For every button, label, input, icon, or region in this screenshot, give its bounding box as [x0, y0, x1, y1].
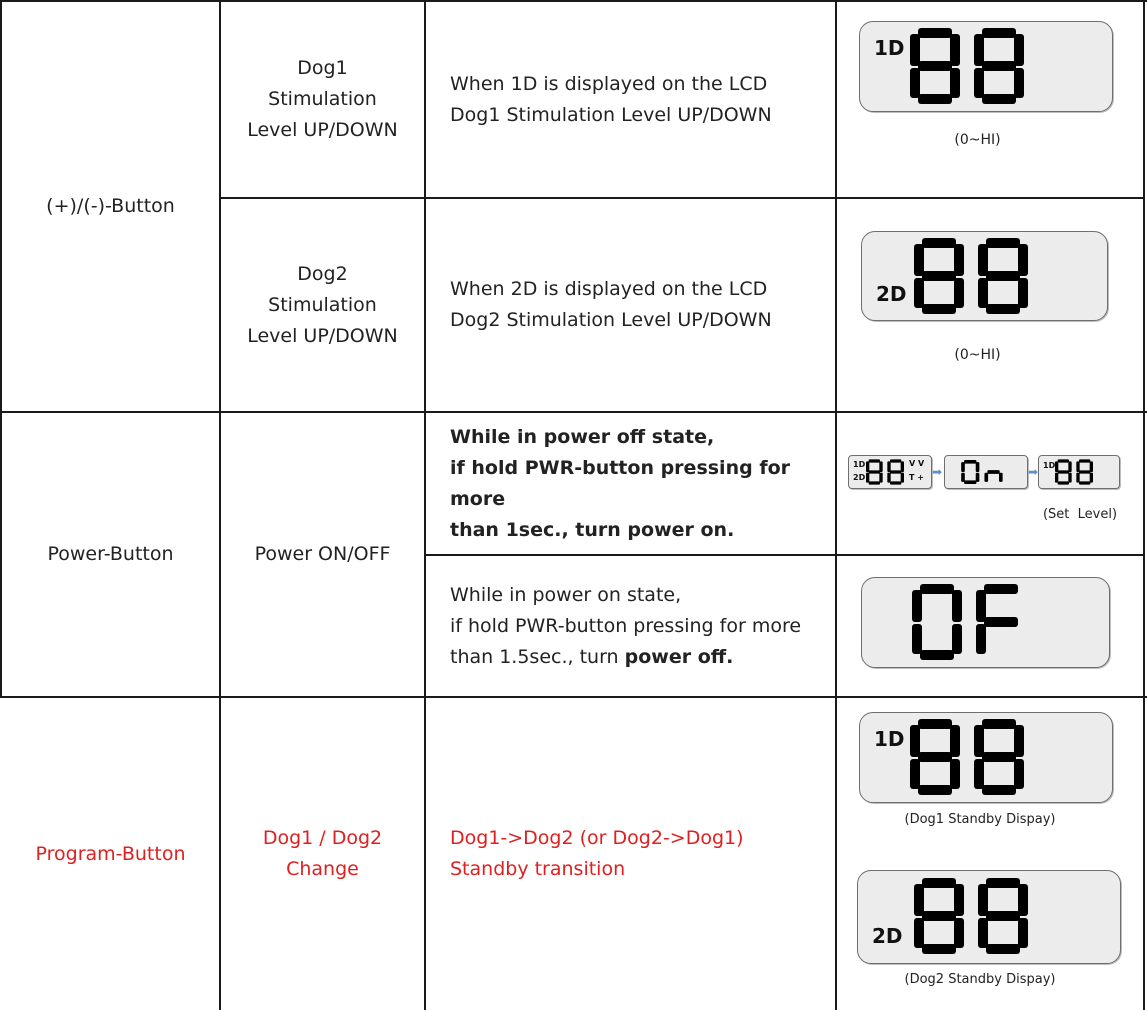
- segment-b: [1090, 461, 1093, 472]
- lcd-tag: 2D: [876, 282, 907, 306]
- segment-a: [964, 460, 976, 464]
- segment-a: [982, 28, 1016, 38]
- function-label: Dog2 Stimulation Level UP/DOWN: [247, 262, 398, 347]
- segment-f: [978, 244, 988, 276]
- function-label: Dog1 / Dog2 Change: [262, 827, 383, 880]
- segment-e: [866, 473, 869, 483]
- segment-g: [984, 617, 1018, 627]
- segment-c: [950, 68, 960, 98]
- segment-a: [986, 238, 1020, 248]
- segment-d: [922, 304, 956, 314]
- segment-e: [914, 918, 924, 948]
- desc-line: if hold PWR-button pressing for more: [450, 614, 802, 637]
- description-text: When 2D is displayed on the LCD Dog2 Stimulation Level UP/DOWN: [450, 278, 772, 331]
- segment-e: [887, 473, 890, 483]
- lcd-standby-mini: [848, 455, 932, 489]
- segment-g: [922, 911, 956, 921]
- segment-b: [1014, 725, 1024, 757]
- segment-d: [918, 785, 952, 795]
- segment-b: [954, 884, 964, 916]
- lcd-display-off: [861, 577, 1110, 668]
- segment-e: [1076, 473, 1079, 483]
- lcd-display-1d: [859, 21, 1113, 112]
- segment-g: [869, 470, 880, 473]
- segment-d: [964, 480, 976, 484]
- segment-e: [978, 278, 988, 308]
- button-label: Power-Button: [47, 543, 174, 565]
- segment-f: [961, 462, 965, 472]
- lcd-on-mini: [944, 455, 1028, 489]
- desc-dog1-level: [450, 2, 835, 197]
- segment-f: [914, 884, 924, 916]
- desc-line: if hold PWR-button pressing for more: [450, 456, 791, 510]
- lcd-tag: 1D: [874, 727, 905, 751]
- segment-d: [982, 785, 1016, 795]
- segment-b: [1018, 244, 1028, 276]
- segment-c: [1014, 68, 1024, 98]
- function-dog-change: [221, 698, 424, 1010]
- lcd-caption: (Dog1 Standby Dispay): [904, 812, 1056, 827]
- button-label: Program-Button: [35, 842, 186, 865]
- segment-d: [918, 94, 952, 104]
- segment-f: [914, 244, 924, 276]
- table-col-line-2: [424, 0, 426, 1010]
- segment-d: [920, 650, 954, 660]
- segment-g: [1079, 470, 1090, 473]
- button-name-plus-minus: [2, 2, 219, 411]
- segment-c: [901, 473, 904, 483]
- function-power-onoff: [221, 413, 424, 696]
- segment-g: [922, 271, 956, 281]
- segment-f: [978, 884, 988, 916]
- segment-e: [1055, 473, 1058, 483]
- function-dog2-level: [221, 199, 424, 411]
- segment-e: [914, 278, 924, 308]
- lcd-tag: 2D: [853, 473, 866, 482]
- seven-segment-digits: [910, 28, 1030, 104]
- lcd-tag: 1D: [853, 460, 866, 469]
- segment-a: [920, 584, 954, 594]
- lcd-tag: 1D: [1043, 461, 1056, 470]
- lcd-dog2-standby: [857, 870, 1121, 964]
- segment-f: [1076, 461, 1079, 472]
- description-text: When 1D is displayed on the LCD Dog1 Stimulation Level UP/DOWN: [450, 72, 772, 126]
- segment-g: [982, 752, 1016, 762]
- lcd-caption: (Dog2 Standby Dispay): [904, 972, 1056, 987]
- segment-a: [922, 238, 956, 248]
- function-label: Power ON/OFF: [254, 543, 391, 565]
- segment-f: [866, 461, 869, 472]
- segment-c: [879, 473, 882, 483]
- segment-a: [918, 719, 952, 729]
- set-level-caption: (Set Level): [1042, 507, 1118, 522]
- button-name-program: [2, 698, 219, 1010]
- segment-c: [1018, 918, 1028, 948]
- segment-b: [879, 461, 882, 472]
- segment-a: [922, 878, 956, 888]
- segment-d: [890, 481, 901, 484]
- desc-line: While in power off state,: [450, 425, 715, 448]
- lcd-display-2d: [861, 231, 1108, 321]
- segment-b: [1068, 461, 1071, 472]
- segment-e: [976, 624, 986, 654]
- segment-f: [974, 725, 984, 757]
- segment-c: [954, 918, 964, 948]
- segment-c: [954, 278, 964, 308]
- desc-bold: power off.: [624, 645, 734, 668]
- table-col-line-3: [835, 0, 837, 1010]
- segment-d: [982, 94, 1016, 104]
- lcd-level-mini: [1038, 455, 1120, 489]
- segment-c: [952, 624, 962, 654]
- arrow-right-icon: ➡: [932, 465, 943, 479]
- segment-d: [1058, 481, 1069, 484]
- segment-b: [1014, 34, 1024, 66]
- segment-c: [976, 473, 980, 482]
- segment-d: [986, 304, 1020, 314]
- seven-segment-digits: [910, 719, 1030, 795]
- segment-e: [984, 473, 988, 482]
- segment-f: [976, 590, 986, 622]
- segment-e: [974, 68, 984, 98]
- desc-line: than 1.5sec., turn: [450, 645, 625, 668]
- segment-b: [950, 725, 960, 757]
- segment-d: [1079, 481, 1090, 484]
- segment-f: [910, 34, 920, 66]
- segment-d: [922, 944, 956, 954]
- segment-e: [978, 918, 988, 948]
- segment-f: [887, 461, 890, 472]
- segment-g: [982, 61, 1016, 71]
- segment-a: [918, 28, 952, 38]
- lcd-dog1-standby: [859, 712, 1113, 803]
- desc-line: than 1sec., turn power on.: [450, 518, 735, 541]
- lcd-tag: 2D: [872, 924, 903, 948]
- function-dog1-level: [221, 2, 424, 197]
- seven-segment-on: [961, 460, 1005, 484]
- function-label: Dog1 Stimulation Level UP/DOWN: [247, 57, 398, 141]
- desc-power-off: [450, 556, 835, 696]
- segment-f: [912, 590, 922, 622]
- segment-f: [910, 725, 920, 757]
- button-name-power: [2, 413, 219, 696]
- button-label: (+)/(-)-Button: [46, 195, 175, 217]
- segment-c: [1014, 759, 1024, 789]
- segment-b: [954, 244, 964, 276]
- segment-a: [986, 878, 1020, 888]
- range-label: (0~HI): [954, 132, 1001, 148]
- desc-standby-transition: [450, 698, 835, 1010]
- segment-g: [986, 271, 1020, 281]
- description-text: Dog1->Dog2 (or Dog2->Dog1) Standby transition: [450, 827, 744, 880]
- segment-g: [1058, 470, 1069, 473]
- segment-a: [890, 459, 901, 462]
- segment-a: [984, 584, 1018, 594]
- desc-line: While in power on state,: [450, 583, 682, 606]
- segment-b: [952, 590, 962, 622]
- segment-d: [986, 944, 1020, 954]
- range-label: (0~HI): [954, 347, 1001, 363]
- segment-b: [1018, 884, 1028, 916]
- segment-g: [987, 470, 999, 474]
- segment-e: [910, 68, 920, 98]
- seven-segment-digits: [1055, 459, 1095, 485]
- segment-f: [1055, 461, 1058, 472]
- seven-segment-digits: [914, 877, 1034, 955]
- segment-d: [869, 481, 880, 484]
- segment-b: [976, 462, 980, 472]
- desc-power-on: [450, 413, 835, 554]
- lcd-tag: 1D: [874, 36, 905, 60]
- segment-e: [974, 759, 984, 789]
- segment-c: [950, 759, 960, 789]
- segment-g: [918, 61, 952, 71]
- lcd-symbols: V V: [909, 459, 925, 468]
- segment-a: [1058, 459, 1069, 462]
- segment-g: [986, 911, 1020, 921]
- arrow-right-icon: ➡: [1028, 465, 1039, 479]
- segment-g: [890, 470, 901, 473]
- lcd-symbols: T +: [909, 473, 924, 482]
- segment-e: [961, 473, 965, 482]
- seven-segment-digits: [914, 238, 1034, 314]
- segment-c: [999, 473, 1003, 482]
- segment-c: [1090, 473, 1093, 483]
- segment-c: [1018, 278, 1028, 308]
- segment-e: [912, 624, 922, 654]
- segment-f: [974, 34, 984, 66]
- table-border-right: [1143, 0, 1145, 1010]
- segment-c: [1068, 473, 1071, 483]
- segment-e: [910, 759, 920, 789]
- segment-b: [901, 461, 904, 472]
- segment-b: [950, 34, 960, 66]
- segment-g: [918, 752, 952, 762]
- segment-a: [982, 719, 1016, 729]
- seven-segment-off: [912, 584, 1032, 660]
- segment-a: [869, 459, 880, 462]
- seven-segment-digits: [866, 459, 906, 485]
- power-on-sequence: [848, 455, 1128, 491]
- segment-a: [1079, 459, 1090, 462]
- desc-dog2-level: [450, 199, 835, 411]
